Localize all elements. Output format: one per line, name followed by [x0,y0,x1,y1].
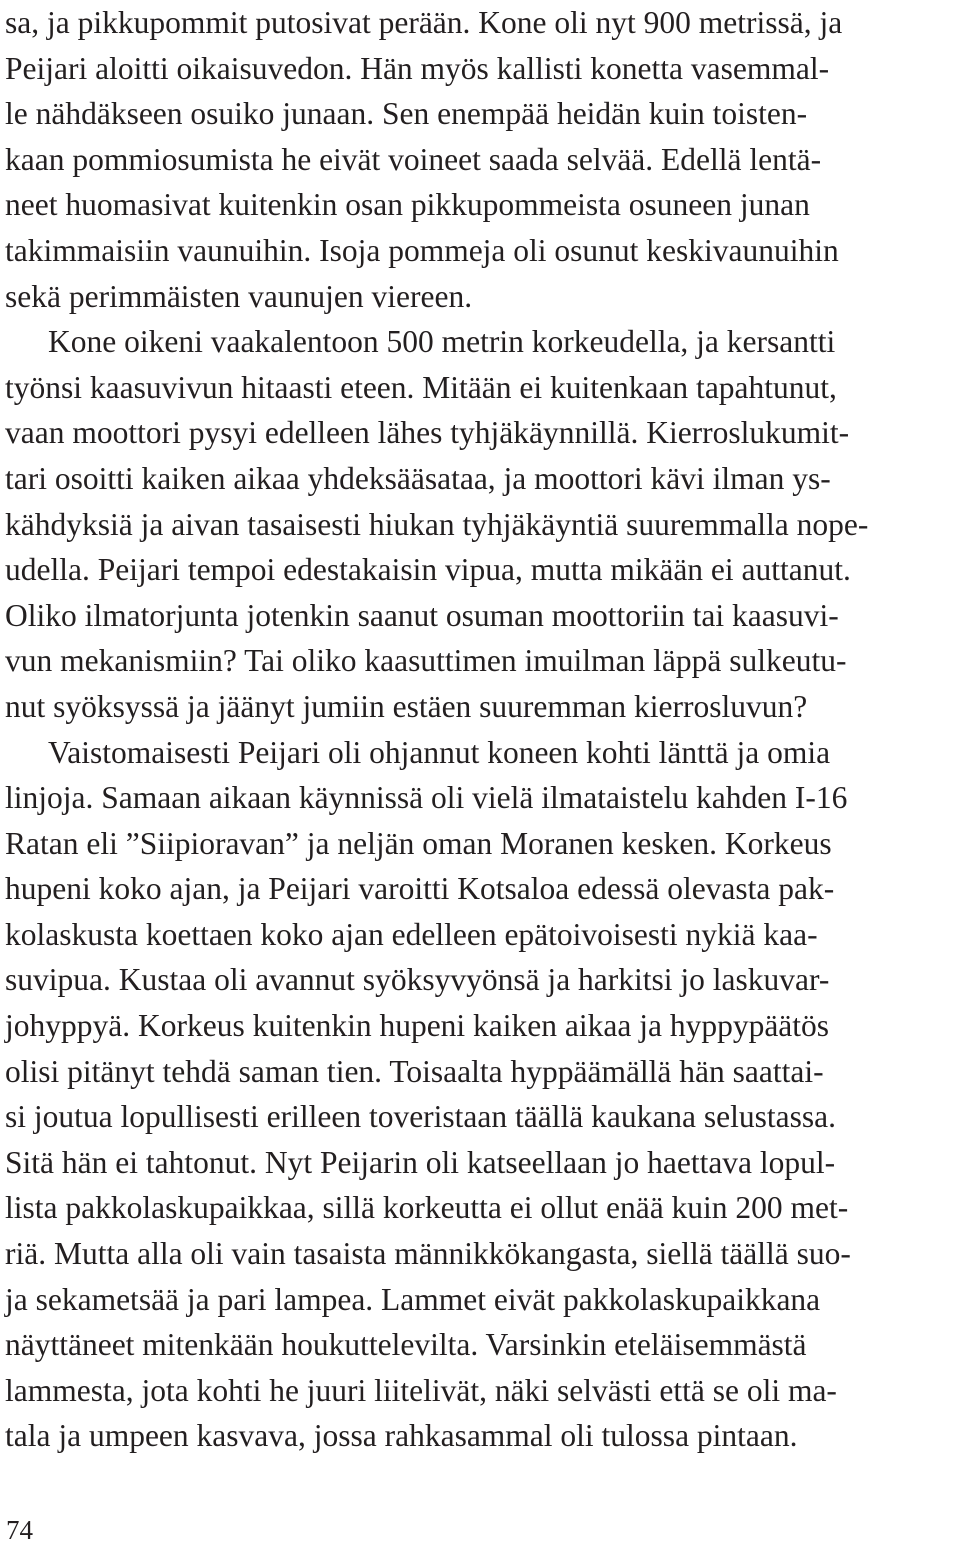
text-line: le nähdäkseen osuiko junaan. Sen enempää heidän kuin toisten- [5,96,808,132]
text-line: Ratan eli ”Siipioravan” ja neljän oman Moranen kesken. Korkeus [5,825,832,861]
text-line: Oliko ilmatorjunta jotenkin saanut osuman moottoriin tai kaasuvi- [5,597,839,633]
text-line: si joutua lopullisesti erilleen toveristaan täällä kaukana selustassa. [5,1099,837,1135]
page-number: 74 [6,1515,33,1545]
text-line: suvipua. Kustaa oli avannut syöksyvyönsä ja harkitsi jo laskuvar- [5,962,830,998]
text-line: vun mekanismiin? Tai oliko kaasuttimen imuilman läppä sulkeutu- [5,643,847,679]
text-line: kaan pommiosumista he eivät voineet saada selvää. Edellä lentä- [5,141,822,177]
text-line: näyttäneet mitenkään houkuttelevilta. Varsinkin eteläisemmästä [5,1327,807,1363]
text-line: johyppyä. Korkeus kuitenkin hupeni kaiken aikaa ja hyppypäätös [5,1008,830,1044]
text-line: tala ja umpeen kasvava, jossa rahkasammal oli tulossa pintaan. [5,1418,798,1454]
text-line: kolaskusta koettaen koko ajan edelleen epätoivoisesti nykiä kaa- [5,916,818,952]
text-line: Vaistomaisesti Peijari oli ohjannut koneen kohti länttä ja omia [48,734,831,770]
text-line: Peijari aloitti oikaisuvedon. Hän myös kallisti konetta vasemmal- [5,50,830,86]
text-line: tari osoitti kaiken aikaa yhdeksääsataa, ja moottori kävi ilman ys- [5,460,831,496]
text-line: hupeni koko ajan, ja Peijari varoitti Kotsaloa edessä olevasta pak- [5,871,835,907]
text-line: olisi pitänyt tehdä saman tien. Toisaalta hyppäämällä hän saattai- [5,1053,824,1089]
text-line: Kone oikeni vaakalentoon 500 metrin korkeudella, ja kersantti [48,324,836,360]
text-line: sa, ja pikkupommit putosivat perään. Kone oli nyt 900 metrissä, ja [5,5,843,40]
text-line: vaan moottori pysyi edelleen lähes tyhjäkäynnillä. Kierroslukumit- [5,415,850,451]
text-line: udella. Peijari tempoi edestakaisin vipua, mutta mikään ei auttanut. [5,552,851,588]
text-line: neet huomasivat kuitenkin osan pikkupommeista osuneen junan [5,187,810,223]
text-line: lista pakkolaskupaikkaa, sillä korkeutta ei ollut enää kuin 200 met- [5,1190,849,1226]
text-line: linjoja. Samaan aikaan käynnissä oli vielä ilmataistelu kahden I-16 [5,780,848,816]
text-line: riä. Mutta alla oli vain tasaista männikkökangasta, siellä täällä suo- [5,1236,851,1272]
text-line: kähdyksiä ja aivan tasaisesti hiukan tyhjäkäyntiä suuremmalla nope- [5,506,869,542]
text-line: lammesta, jota kohti he juuri liitelivät, näki selvästi että se oli ma- [5,1372,837,1408]
body-text [5,0,958,1459]
text-line: työnsi kaasuvivun hitaasti eteen. Mitään ei kuitenkaan tapahtunut, [5,369,837,405]
text-line: nut syöksyssä ja jäänyt jumiin estäen suuremman kierrosluvun? [5,688,808,724]
text-line: sekä perimmäisten vaunujen viereen. [5,278,473,314]
text-line: Sitä hän ei tahtonut. Nyt Peijarin oli katseellaan jo haettava lopul- [5,1144,836,1180]
text-line: ja sekametsää ja pari lampea. Lammet eivät pakkolaskupaikkana [5,1281,821,1317]
text-line: takimmaisiin vaunuihin. Isoja pommeja oli osunut keskivaunuihin [5,232,839,268]
